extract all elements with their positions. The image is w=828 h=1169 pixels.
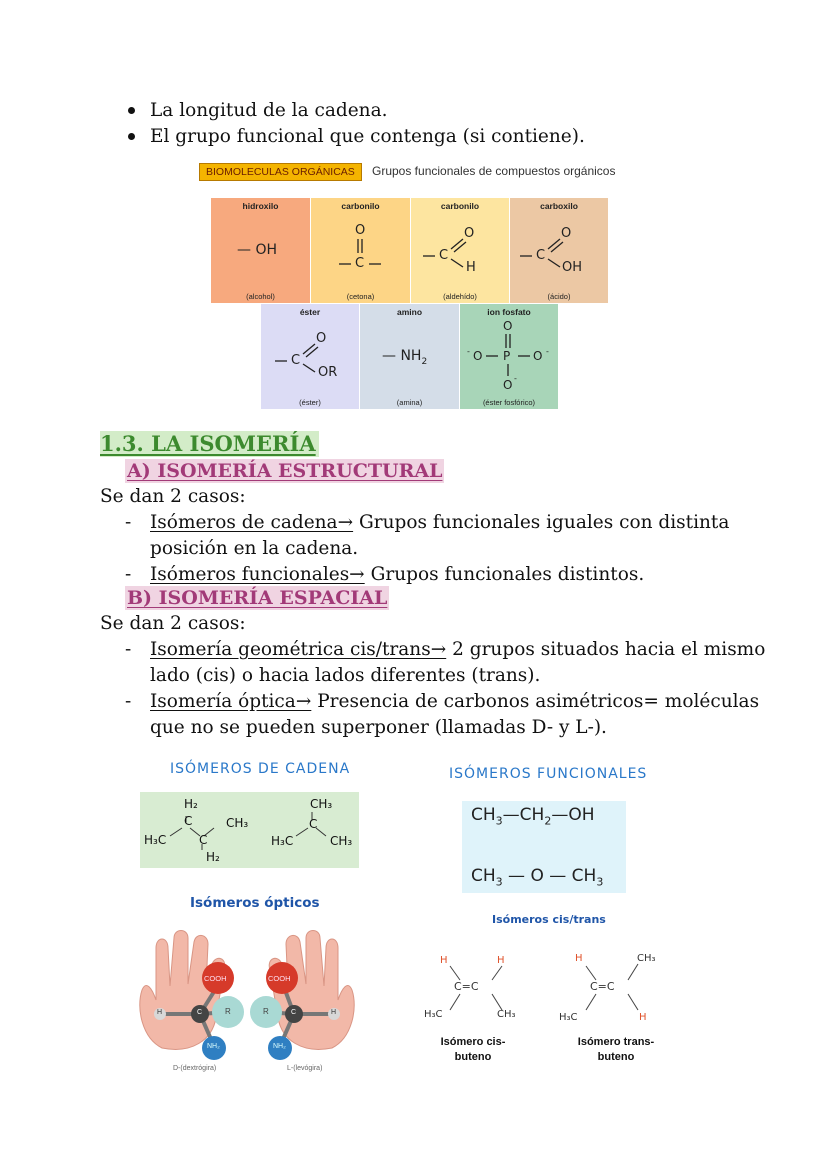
caption-line: buteno [597, 1051, 635, 1063]
aldehyde-structure [411, 198, 509, 303]
chain-isomers-title: ISÓMEROS DE CADENA [170, 761, 351, 777]
group-subtitle: (aldehído) [443, 292, 477, 301]
atom-h-red: H [575, 953, 583, 964]
paragraph-intro: Se dan 2 casos: [100, 486, 246, 507]
atom-or: OR [318, 365, 338, 380]
formula-part: — [502, 805, 520, 825]
list-item [150, 637, 765, 663]
atom-label-cooh: COOH [268, 974, 291, 983]
atom-c: C [536, 248, 546, 263]
cis-trans-title: Isómeros cis/trans [492, 913, 606, 926]
group-formula [382, 348, 427, 367]
atom-h: H [466, 260, 476, 275]
atom-o: O [503, 319, 513, 333]
formula-part: — O — [502, 866, 572, 886]
caption-line: Isómero cis- [440, 1036, 506, 1048]
atom-label: H₂ [206, 850, 220, 864]
group-cell-carboxyl [510, 198, 608, 303]
atom-o: O [503, 378, 513, 392]
atom-c: C [439, 248, 449, 263]
atom-label: C [199, 833, 208, 847]
group-subtitle: (cetona) [346, 292, 375, 301]
definition: Grupos funcionales iguales con distinta [353, 512, 730, 533]
optical-isomers-title: Isómeros ópticos [190, 895, 320, 911]
functional-isomers-title: ISÓMEROS FUNCIONALES [449, 766, 648, 782]
list-item-continued: que no se pueden superponer (llamadas D- y L-). [150, 717, 607, 738]
charge-minus: - [546, 347, 549, 356]
group-cell-phosphate [460, 304, 558, 409]
atom-label-nh2: NH₂ [273, 1043, 286, 1050]
double-bond: C=C [454, 980, 479, 993]
atom-label: CH₃ [226, 816, 249, 830]
atom-o: O [533, 349, 543, 363]
bullet-dot [128, 107, 135, 114]
formula-subscript: 3 [495, 875, 503, 889]
atom-o: O [464, 226, 475, 241]
atom-label-r: R [263, 1007, 269, 1016]
term: Isomería óptica→ [150, 691, 312, 712]
trans-caption [566, 1035, 666, 1065]
bullet-item: El grupo funcional que contenga (si contiene). [150, 126, 585, 147]
bullet-item: La longitud de la cadena. [150, 100, 388, 121]
list-item [150, 562, 644, 588]
atom-label: C [309, 817, 318, 831]
list-item [150, 689, 759, 715]
atom-label-r: R [225, 1007, 231, 1016]
formula-subscript: 3 [495, 814, 503, 828]
group-cell-amino [360, 304, 459, 409]
dash-marker: - [125, 639, 132, 660]
subheading-structural: A) ISOMERÍA ESTRUCTURAL [127, 460, 443, 482]
group-name: hidroxilo [242, 201, 279, 211]
section-heading: 1.3. LA ISOMERÍA [100, 431, 319, 457]
term: Isómeros de cadena→ [150, 512, 354, 533]
group-name: carbonilo [440, 201, 480, 211]
caption-line: buteno [454, 1051, 492, 1063]
formula-part: CH [519, 805, 545, 825]
bullet-dot [128, 133, 135, 140]
formula-part: —OH [551, 805, 595, 825]
atom-label: CH₃ [310, 797, 333, 811]
group-name: carboxilo [540, 201, 578, 211]
definition: 2 grupos situados hacia el mismo [446, 639, 766, 660]
definition: Presencia de carbonos asimétricos= moléculas [311, 691, 760, 712]
paragraph-intro: Se dan 2 casos: [100, 613, 246, 634]
atom-o: O [316, 331, 327, 346]
atom-label: H₃C [271, 834, 294, 848]
atom-c: C [291, 353, 301, 368]
dash-marker: - [125, 512, 132, 533]
atom-label-cooh: COOH [204, 974, 227, 983]
atom-label-h: H [157, 1009, 163, 1016]
ester-structure [261, 304, 359, 409]
figure-badge: BIOMOLECULAS ORGÁNICAS [199, 163, 362, 181]
term: Isomería geométrica cis/trans→ [150, 639, 447, 660]
atom-label: H₃C [559, 1012, 578, 1023]
group-formula: — OH [237, 242, 277, 258]
definition: Grupos funcionales distintos. [364, 564, 645, 585]
group-subtitle: (alcohol) [246, 292, 275, 301]
group-cell-ketone [311, 198, 410, 303]
atom-label-h: H [331, 1009, 337, 1016]
ketone-structure [311, 198, 410, 303]
atom-c: C [355, 256, 365, 271]
optical-right-caption: L-(levógira) [287, 1065, 323, 1072]
group-subtitle: (ácido) [547, 292, 571, 301]
atom-h-red: H [497, 955, 505, 966]
atom-label: C [184, 814, 193, 828]
list-item-continued: posición en la cadena. [150, 538, 359, 559]
group-name: carbonilo [341, 201, 380, 211]
figure-title: Grupos funcionales de compuestos orgánicos [372, 164, 616, 178]
formula-part: CH [471, 805, 496, 825]
cis-caption [430, 1035, 516, 1065]
group-subtitle: (éster) [299, 398, 321, 407]
group-cell-aldehyde [411, 198, 509, 303]
atom-o: O [473, 349, 483, 363]
dash-marker: - [125, 691, 132, 712]
carboxyl-structure [510, 198, 608, 303]
optical-hands-illustration [132, 928, 362, 1064]
formula-subscript: 2 [544, 814, 552, 828]
optical-left-caption: D-(dextrógira) [173, 1065, 217, 1072]
group-cell-ester [261, 304, 359, 409]
group-name: éster [299, 307, 321, 317]
atom-label-nh2: NH₂ [207, 1043, 220, 1050]
list-item-continued: lado (cis) o hacia lados diferentes (trans). [150, 665, 541, 686]
atom-o: O [561, 226, 572, 241]
atom-h-red: H [440, 955, 448, 966]
atom-oh: OH [562, 260, 583, 275]
dash-marker: - [125, 564, 132, 585]
atom-label-c: C [197, 1009, 203, 1016]
caption-line: Isómero trans- [577, 1036, 655, 1048]
atom-h-red: H [639, 1012, 647, 1023]
formula-part: CH [471, 866, 496, 886]
atom-label-c: C [291, 1009, 297, 1016]
charge-minus: - [514, 374, 517, 383]
ether-formula [471, 866, 603, 888]
charge-minus: - [467, 347, 470, 356]
double-bond: C=C [590, 980, 615, 993]
atom-label: H₂ [184, 797, 198, 811]
atom-label: CH₃ [330, 834, 353, 848]
atom-p: P [503, 349, 511, 363]
atom-label: CH₃ [637, 953, 656, 964]
group-cell-hydroxyl [211, 198, 310, 303]
atom-label: CH₃ [497, 1009, 516, 1020]
term: Isómeros funcionales→ [150, 564, 365, 585]
formula-part: CH [571, 866, 597, 886]
subheading-spatial: B) ISOMERÍA ESPACIAL [127, 587, 388, 609]
atom-label: H₃C [424, 1009, 443, 1020]
group-subtitle: (éster fosfórico) [482, 398, 536, 407]
group-name: amino [396, 307, 423, 317]
amino-text: — NH [382, 348, 422, 364]
atom-o: O [355, 223, 366, 238]
list-item [150, 510, 729, 536]
atom-label: H₃C [144, 833, 167, 847]
group-name: ion fosfato [487, 307, 531, 317]
group-subtitle: (amina) [396, 398, 423, 407]
ethanol-formula [471, 805, 594, 827]
formula-subscript: 3 [596, 875, 604, 889]
amino-subscript: 2 [421, 356, 428, 367]
